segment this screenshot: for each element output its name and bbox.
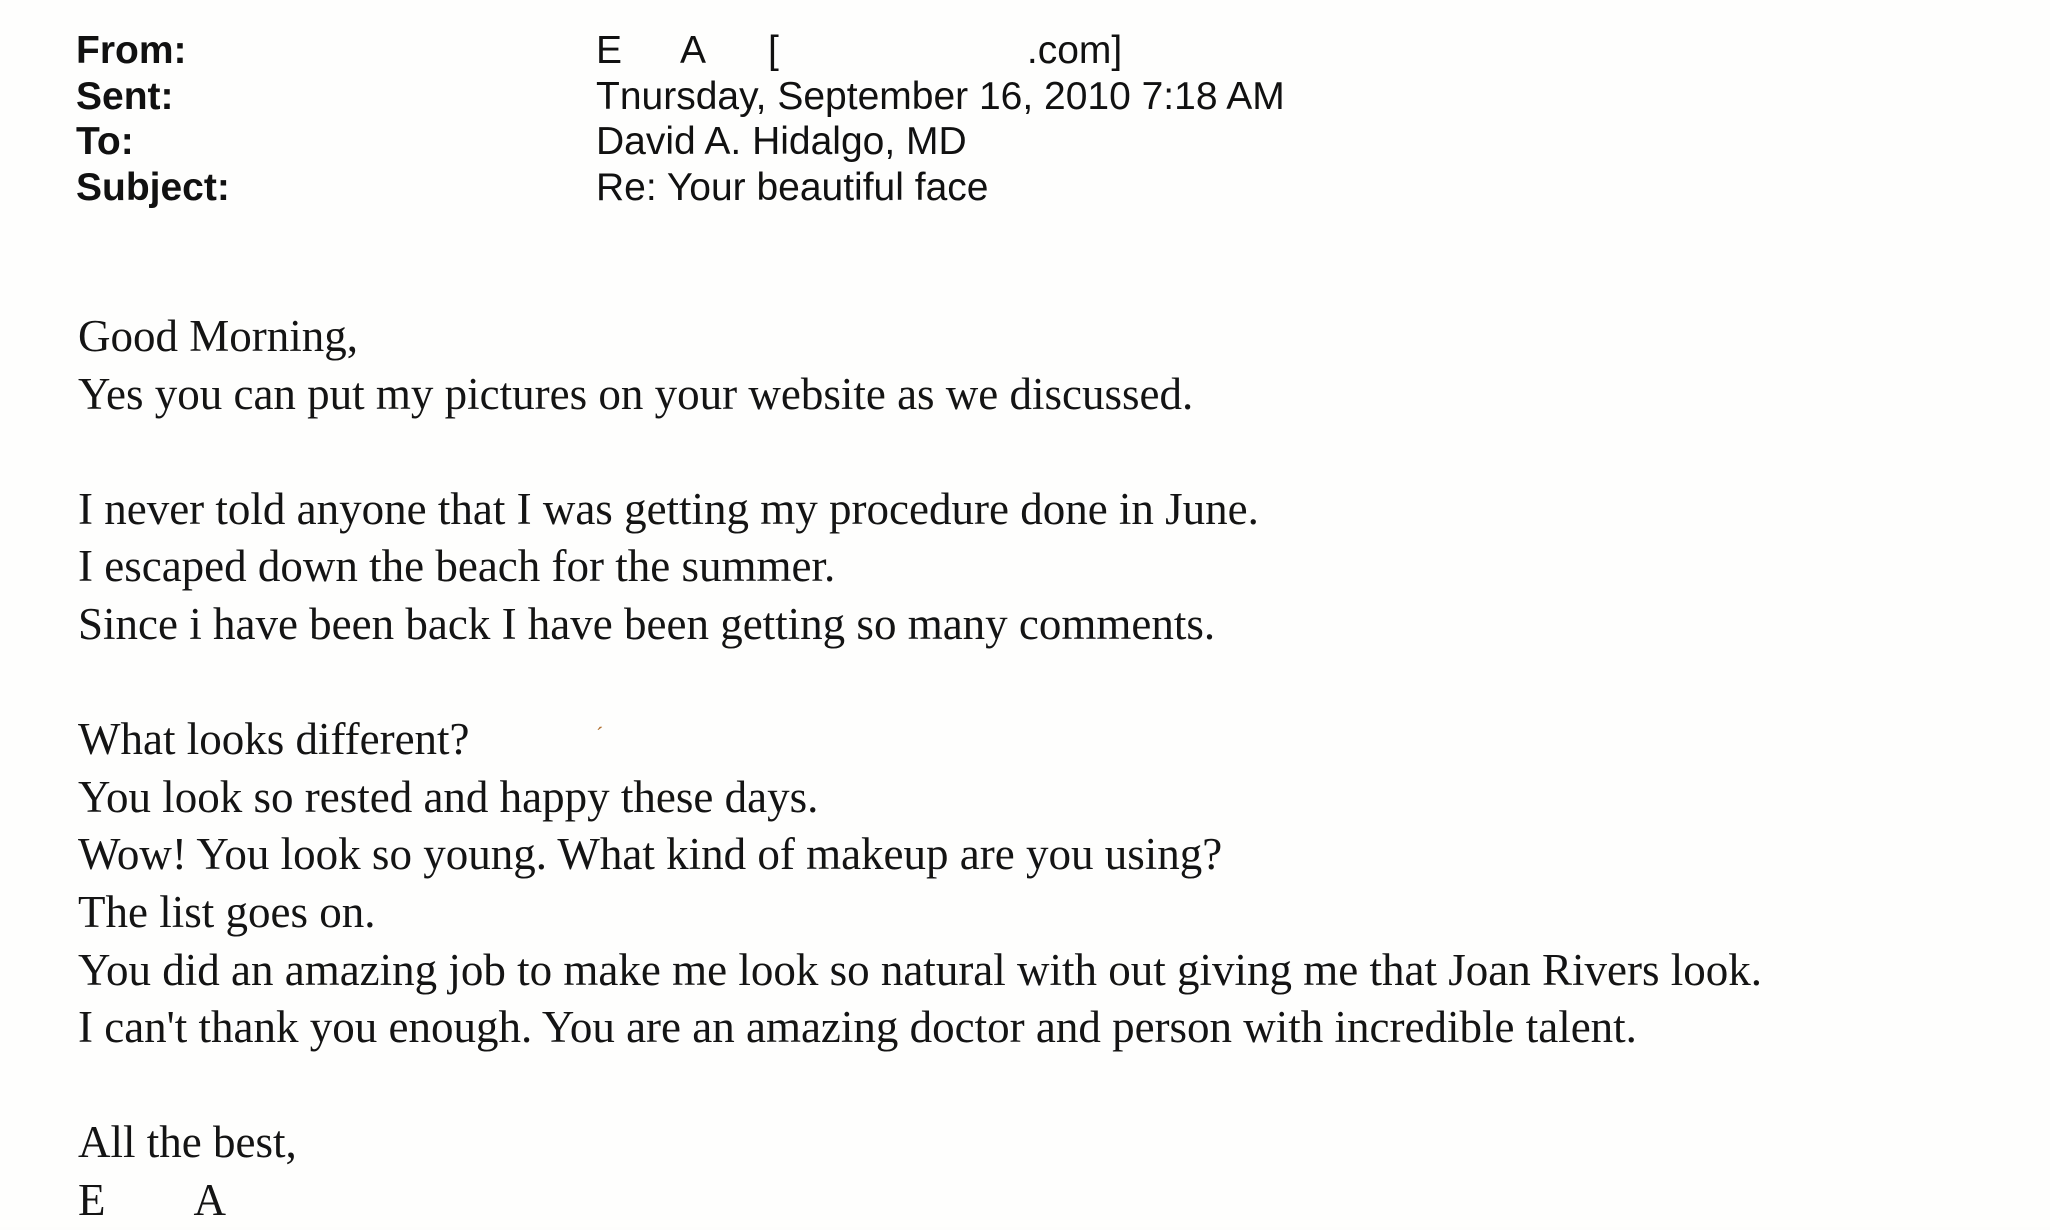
body-line: The list goes on.	[78, 886, 376, 937]
body-line: You look so rested and happy these days.	[78, 771, 819, 822]
signature-first-initial: E	[78, 1174, 106, 1225]
from-domain: .com]	[1026, 29, 1123, 72]
from-first-initial: E	[596, 29, 623, 72]
body-line: Yes you can put my pictures on your website as we discussed.	[78, 368, 1194, 419]
body-line: I can't thank you enough. You are an amazing doctor and person with incredible talent.	[78, 1002, 1637, 1053]
paragraph-spacer	[78, 654, 1762, 712]
scan-speck-mark: ˊ	[596, 722, 604, 747]
sent-value: Tnursday, September 16, 2010 7:18 AM	[596, 74, 1285, 118]
body-line: I never told anyone that I was getting my procedure done in June.	[78, 483, 1259, 534]
sent-label: Sent:	[76, 74, 174, 118]
signature	[78, 1172, 1762, 1230]
greeting: Good Morning,	[78, 311, 358, 361]
to-label: To:	[76, 120, 134, 163]
body-line: Since i have been back I have been getting so many comments.	[78, 598, 1216, 649]
body-line: Wow! You look so young. What kind of makeup are you using?	[78, 829, 1223, 880]
from-label: From:	[76, 29, 187, 72]
email-body	[78, 308, 1762, 1230]
from-last-initial: A	[680, 29, 707, 72]
body-line: You did an amazing job to make me look so natural with out giving me that Joan Rivers look.	[78, 944, 1762, 995]
subject-value: Re: Your beautiful face	[596, 165, 989, 209]
body-line: I escaped down the beach for the summer.	[78, 541, 836, 592]
body-line: What looks different?	[78, 714, 470, 765]
to-value: David A. Hidalgo, MD	[596, 120, 967, 163]
paragraph-spacer	[78, 1057, 1762, 1115]
from-value	[596, 28, 1122, 74]
subject-label: Subject:	[76, 165, 230, 209]
signature-last-initial: A	[193, 1174, 226, 1225]
paragraph-spacer	[78, 423, 1762, 481]
from-bracket: [	[768, 29, 779, 72]
closing: All the best,	[78, 1117, 297, 1168]
